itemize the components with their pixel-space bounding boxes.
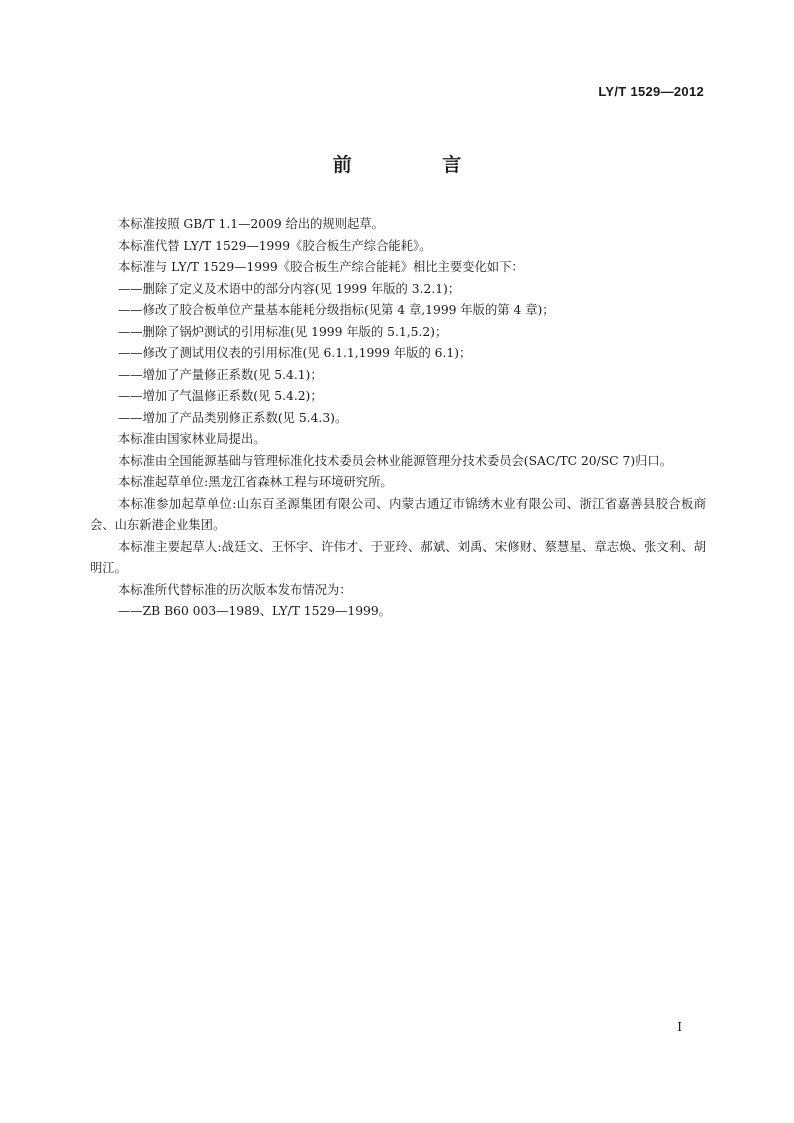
- change-item: ——修改了胶合板单位产量基本能耗分级指标(见第 4 章,1999 年版的第 4 章)；: [118, 303, 555, 317]
- change-item: ——删除了锅炉测试的引用标准(见 1999 年版的 5.1,5.2)；: [118, 324, 448, 339]
- paragraph-replaces: 本标准代替 LY/T 1529—1999《胶合板生产综合能耗》。: [118, 238, 432, 253]
- change-item: ——修改了测试用仪表的引用标准(见 6.1.1,1999 年版的 6.1)；: [118, 346, 472, 360]
- paragraph-changes-intro: 本标准与 LY/T 1529—1999《胶合板生产综合能耗》相比主要变化如下：: [118, 260, 524, 274]
- standard-code: LY/T 1529—2012: [598, 84, 704, 99]
- change-item: ——增加了产量修正系数(见 5.4.1)；: [118, 367, 323, 382]
- paragraph-under-jurisdiction: 本标准由全国能源基础与管理标准化技术委员会林业能源管理分技术委员会(SAC/TC 20/SC 7)归口。: [118, 453, 673, 468]
- paragraph-history-intro: 本标准所代替标准的历次版本发布情况为：: [118, 582, 352, 597]
- paragraph-proposed-by: 本标准由国家林业局提出。: [118, 432, 266, 446]
- change-item: ——增加了气温修正系数(见 5.4.2)；: [118, 389, 323, 403]
- page-number: I: [677, 1020, 682, 1034]
- change-item: ——增加了产品类别修正系数(见 5.4.3)。: [118, 410, 348, 425]
- page-title: 前 言: [332, 154, 504, 176]
- foreword-body: [90, 214, 706, 623]
- paragraph-participating-units: 本标准参加起草单位:山东百圣源集团有限公司、内蒙古通辽市锦绣木业有限公司、浙江省嘉善县胶合板商会、山东新港企业集团。: [90, 496, 706, 532]
- paragraph-drafting-unit: 本标准起草单位:黑龙江省森林工程与环境研究所。: [118, 475, 393, 489]
- paragraph-drafting-rules: 本标准按照 GB/T 1.1—2009 给出的规则起草。: [118, 217, 384, 231]
- change-item: ——删除了定义及术语中的部分内容(见 1999 年版的 3.2.1)；: [118, 281, 461, 296]
- paragraph-main-drafters: 本标准主要起草人:战廷文、王怀宇、许伟才、于亚玲、郝斌、刘禹、宋修财、蔡慧星、章志焕、张文利、胡明江。: [90, 539, 706, 575]
- history-item: ——ZB B60 003—1989、LY/T 1529—1999。: [118, 604, 391, 618]
